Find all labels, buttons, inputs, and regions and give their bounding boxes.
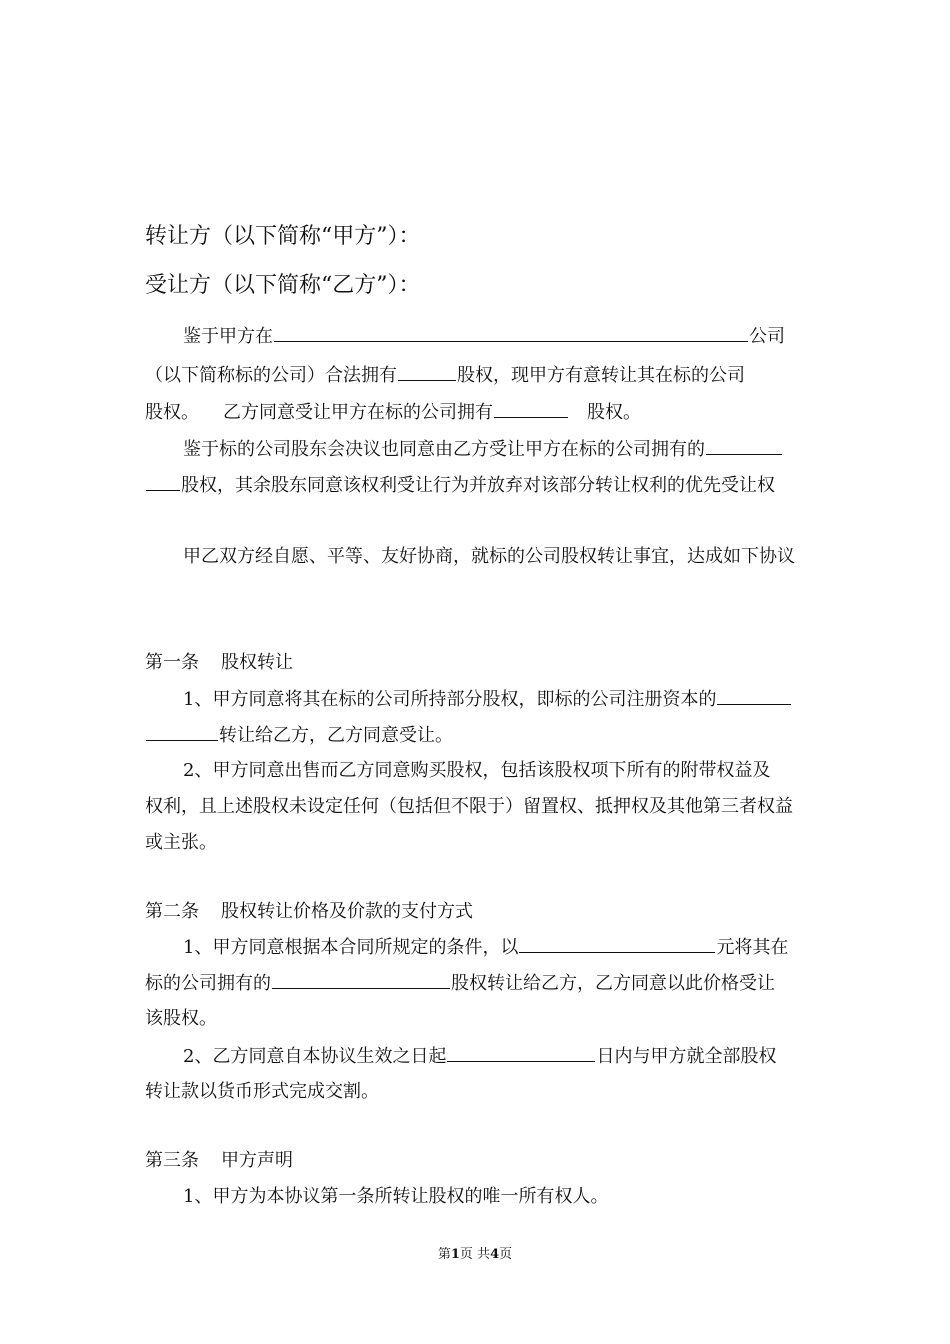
clause-text: 元将其在 [716,937,789,958]
footer-prefix: 第 [437,1247,451,1262]
preamble-text: 鉴于标的公司股东会决议也同意由乙方受让甲方在标的公司拥有的 [183,439,705,460]
transferor-line [145,222,421,252]
transferee-line [145,271,421,301]
article-2-clause-2-line-1 [183,1043,776,1070]
preamble-text: （以下简称标的公司）合法拥有 [145,365,397,386]
registered-capital-blank-cont[interactable] [146,722,218,741]
article-2-clause-1-line-3 [145,1006,217,1032]
article-1-heading [145,650,293,676]
article-title: 股权转让 [221,652,293,673]
preamble-line-3 [145,399,641,426]
clause-text: 2、甲方同意出售而乙方同意购买股权，包括该股权项下所有的附带权益及 [183,760,771,781]
footer-middle: 页 共 [459,1247,491,1262]
article-1-clause-2-line-2 [145,794,793,820]
price-blank[interactable] [519,934,715,953]
page-footer [0,1246,950,1264]
preamble-text: 乙方同意受让甲方在标的公司拥有 [223,402,493,423]
clause-text: 权利，且上述股权未设定任何（包括但不限于）留置权、抵押权及其他第三者权益 [145,796,793,817]
preamble-text: 甲乙双方经自愿、平等、友好协商，就标的公司股权转让事宜，达成如下协议 [183,546,795,567]
article-3-clause-1 [183,1184,608,1210]
transferee-equity-blank[interactable] [494,399,568,418]
resolution-equity-blank-cont[interactable] [146,472,180,491]
article-3-heading [145,1148,293,1174]
transferor-label: 转让方（以下简称“甲方”）： [145,224,421,249]
preamble-line-2 [145,362,745,389]
preamble-line-5 [145,472,775,499]
registered-capital-blank[interactable] [717,686,791,705]
preamble-line-6 [183,544,795,570]
company-name-blank[interactable] [274,323,748,342]
resolution-equity-blank[interactable] [706,436,782,455]
payment-days-blank[interactable] [447,1043,595,1062]
page-total: 4 [490,1247,500,1262]
footer-suffix: 页 [499,1247,513,1262]
article-1-clause-2-line-3 [145,830,217,856]
transfer-equity-blank[interactable] [272,970,450,989]
clause-text: 2、乙方同意自本协议生效之日起 [183,1046,447,1067]
clause-text: 股权转让给乙方，乙方同意以此价格受让 [451,973,775,994]
clause-text: 标的公司拥有的 [145,973,271,994]
article-number: 第二条 [145,901,199,922]
preamble-text: 鉴于甲方在 [183,326,273,347]
clause-text: 转让给乙方，乙方同意受让。 [219,725,453,746]
clause-text: 转让款以货币形式完成交割。 [145,1081,379,1102]
preamble-text: 股权。 [587,402,641,423]
clause-text: 1、甲方同意根据本合同所规定的条件，以 [183,937,519,958]
article-2-clause-1-line-1 [183,934,788,961]
article-number: 第一条 [145,652,199,673]
transferee-label: 受让方（以下简称“乙方”）： [145,273,421,298]
article-title: 甲方声明 [221,1150,293,1171]
equity-percentage-blank[interactable] [398,362,456,381]
article-1-clause-2-line-1 [183,758,770,784]
preamble-line-1 [183,323,785,350]
article-2-clause-1-line-2 [145,970,775,997]
article-2-clause-2-line-2 [145,1079,379,1105]
page-number: 1 [450,1247,460,1262]
article-1-clause-1-line-2 [145,722,453,749]
clause-text: 或主张。 [145,832,217,853]
article-1-clause-1-line-1 [183,686,792,713]
article-2-heading [145,899,473,925]
preamble-text: 公司 [749,326,785,347]
article-title: 股权转让价格及价款的支付方式 [221,901,473,922]
preamble-text: 股权，其余股东同意该权利受让行为并放弃对该部分转让权利的优先受让权 [181,475,775,496]
clause-text: 日内与甲方就全部股权 [596,1046,777,1067]
clause-text: 1、甲方同意将其在标的公司所持部分股权，即标的公司注册资本的 [183,689,717,710]
preamble-text: 股权。 [145,402,199,423]
clause-text: 1、甲方为本协议第一条所转让股权的唯一所有权人。 [183,1186,609,1207]
preamble-text: 股权，现甲方有意转让其在标的公司 [457,365,745,386]
article-number: 第三条 [145,1150,199,1171]
preamble-line-4 [183,436,783,463]
clause-text: 该股权。 [145,1008,217,1029]
